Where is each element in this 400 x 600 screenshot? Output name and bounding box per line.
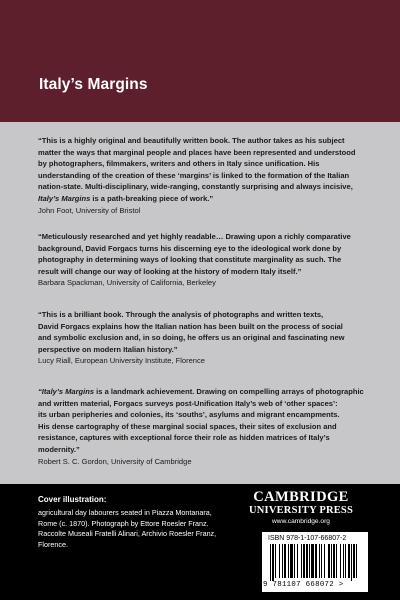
book-title: Italy’s Margins — [39, 76, 148, 93]
endorsement-4 — [38, 386, 370, 467]
footer-band — [0, 484, 400, 600]
publisher-url: www.cambridge.org — [272, 518, 330, 525]
endorsement-quote: “Meticulously researched and yet highly readable… Drawing upon a richly comparative background, David Forgacs turns his discerning eye to the ideological work done by photography in determining ways of looking that constitute marginality as such. The result will change our way of looking at the history of modern Italy itself.” — [38, 232, 351, 276]
endorsement-3 — [38, 309, 370, 367]
barcode-digits: 9 781107 668072 > — [263, 581, 344, 589]
publisher-logo — [246, 489, 356, 526]
endorsement-2 — [38, 231, 370, 289]
header-band — [0, 0, 400, 122]
publisher-subname: UNIVERSITY PRESS — [248, 505, 354, 516]
barcode-icon — [270, 544, 360, 581]
endorsements-area — [0, 122, 400, 484]
endorsement-1 — [38, 135, 370, 216]
endorsement-attribution: John Foot, University of Bristol — [38, 205, 141, 215]
isbn-text: ISBN 978-1-107-66807-2 — [268, 535, 347, 542]
endorsement-quote: “This is a highly original and beautifully written book. The author takes as his subject matter the ways that marginal people and places have been represented and understood by photographers, filmmakers, writers and others in Italy since unification. His understanding of the creation of these ‘margins’ is linked to the formation of the Italian nation-state. Multi-disciplinary, wide-ranging, constantly surprising and always incisive, Italy’s Margins is a path-breaking piece of work.” — [38, 136, 356, 203]
endorsement-quote: “This is a brilliant book. Through the analysis of photographs and written texts, David Forgacs explains how the Italian nation has been built on the process of social and symbolic exclusion and, in so doing, he offers us an original and fascinating new perspective on modern Italian history.” — [38, 310, 345, 354]
endorsement-attribution: Robert S. C. Gordon, University of Cambridge — [38, 456, 192, 466]
publisher-name: CAMBRIDGE — [253, 489, 349, 505]
cover-illustration-credit: agricultural day labourers seated in Piazza Montanara, Rome (c. 1870). Photograph by Ettore Roesler Franz. Raccolte Museali Fratelli Alinari, Archivio Roesler Franz, Florence. — [38, 508, 217, 549]
endorsement-quote: “Italy’s Margins is a landmark achievement. Drawing on compelling arrays of photographic and written material, Forgacs surveys post-Unification Italy’s web of ‘other spaces’: its urban peripheries and colonies, its ‘souths’, asylums and migrant encampments. His dense cartography of these marginal social spaces, their sites of exclusion and resistance, captures with exceptional force their role as hidden matrices of Italy’s modernity.” — [38, 387, 364, 454]
endorsement-attribution: Barbara Spackman, University of California, Berkeley — [38, 278, 216, 288]
isbn-barcode-box — [262, 532, 368, 592]
cover-illustration-label: Cover illustration: — [38, 495, 107, 504]
endorsement-attribution: Lucy Riall, European University Institute, Florence — [38, 356, 205, 366]
